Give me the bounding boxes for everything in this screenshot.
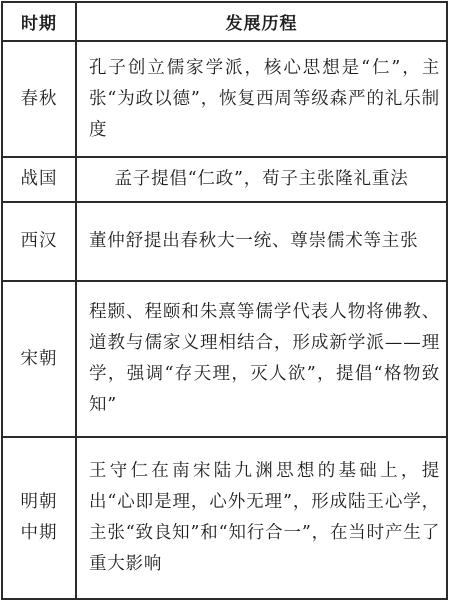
period-line-2: 中期 [20, 523, 58, 543]
table-row [2, 281, 447, 437]
period-cell: 春秋 [2, 41, 76, 157]
period-cell: 西汉 [2, 202, 76, 281]
history-cell: 孔子创立儒家学派，核心思想是“仁”，主张“为政以德”，恢复西周等级森严的礼乐制度 [76, 41, 447, 157]
header-history: 发展历程 [76, 2, 447, 41]
confucianism-history-table [1, 1, 448, 600]
header-period: 时期 [2, 2, 76, 41]
history-cell: 程颢、程颐和朱熹等儒学代表人物将佛教、道教与儒家义理相结合，形成新学派——理学，强调“存天理，灭人欲”，提倡“格物致知” [76, 281, 447, 437]
period-cell: 战国 [2, 157, 76, 202]
history-cell: 王守仁在南宋陆九渊思想的基础上，提出“心即是理，心外无理”，形成陆王心学，主张“致良知”和“知行合一”，在当时产生了重大影响 [76, 437, 447, 599]
table-row [2, 41, 447, 157]
table-row [2, 157, 447, 202]
table-row [2, 437, 447, 599]
table-row [2, 202, 447, 281]
history-cell: 董仲舒提出春秋大一统、尊崇儒术等主张 [76, 202, 447, 281]
period-cell [2, 437, 76, 599]
header-row [2, 2, 447, 41]
period-line-1: 明朝 [20, 492, 58, 512]
history-cell: 孟子提倡“仁政”，荀子主张隆礼重法 [76, 157, 447, 202]
period-cell: 宋朝 [2, 281, 76, 437]
